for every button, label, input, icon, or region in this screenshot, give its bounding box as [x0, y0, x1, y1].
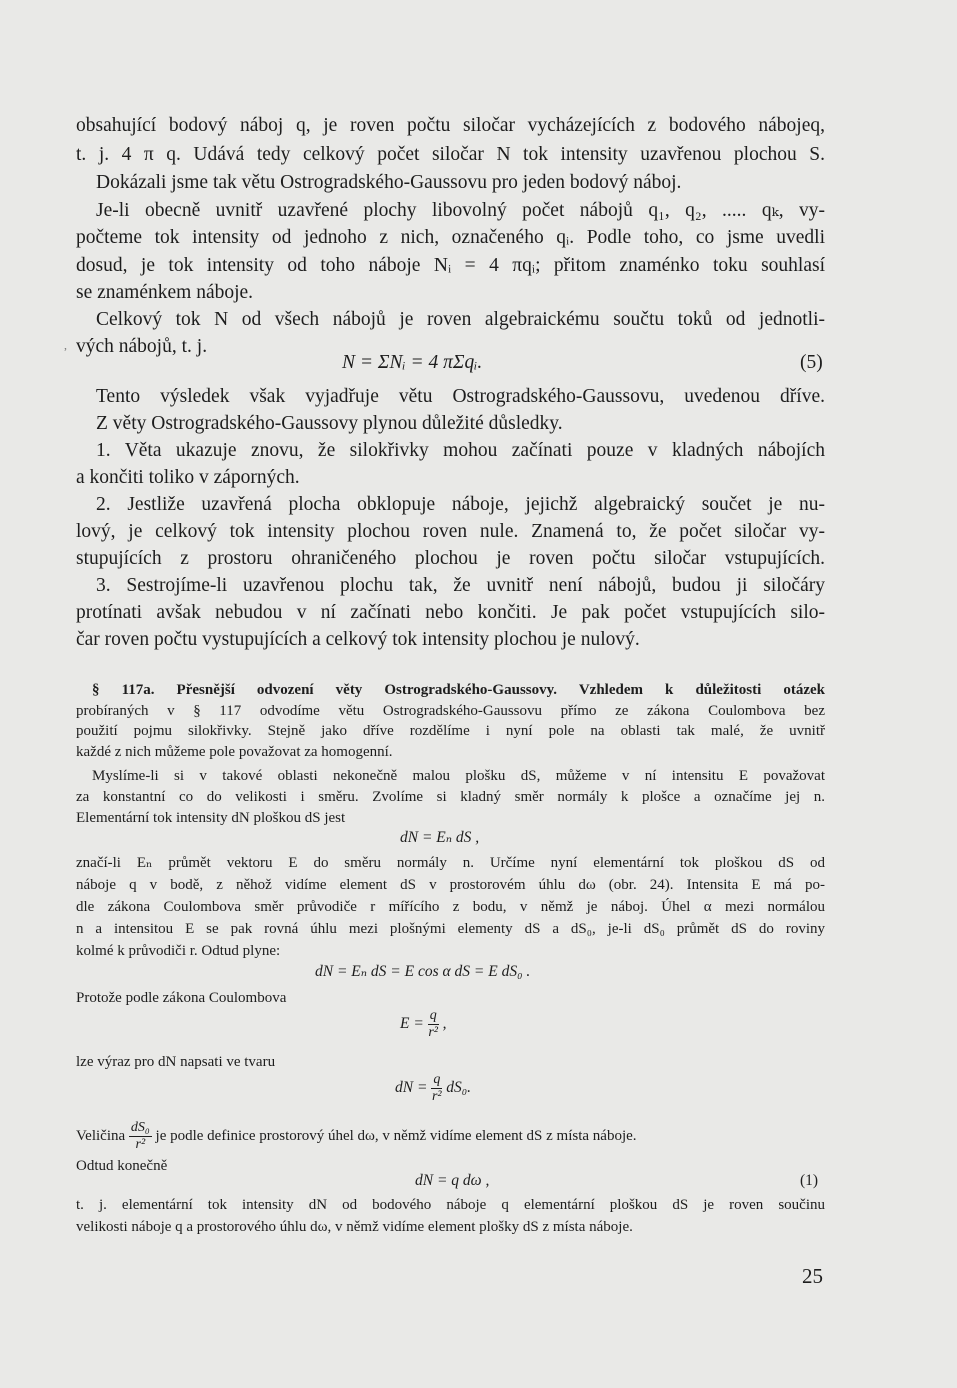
text-line: [76, 1120, 637, 1153]
text-line: Celkový tok N od všech nábojů je roven algebraickému součtu toků od jednotli-: [96, 309, 825, 330]
equation-coulomb: [400, 1008, 446, 1041]
text-line: t. j. elementární tok intensity dN od bodového náboje q elementární ploškou dS je roven součinu: [76, 1197, 825, 1213]
fraction-denominator: r²: [135, 1137, 146, 1152]
text-line: probíraných v § 117 odvodíme větu Ostrogradského-Gaussovu přímo ze zákona Coulombova bez: [76, 703, 825, 719]
text-line: lový, je celkový tok intensity plochou roven nule. Znamená to, že počet siločar vy-: [76, 521, 825, 542]
equation-dn-q: [395, 1072, 471, 1105]
equation-dn-en: dN = Eₙ dS ,: [400, 829, 480, 846]
section-heading: § 117a. Přesnější odvození věty Ostrogradského-Gaussovy. Vzhledem k důležitosti otázek: [92, 682, 825, 698]
text-line: počteme tok intensity od jednoho z nich, označeného qᵢ. Podle toho, co jsme uvedli: [76, 227, 825, 248]
text-line: dle zákona Coulombova směr průvodiče r mířícího z bodu, v němž je náboj. Úhel α mezi normálou: [76, 899, 825, 915]
text-line: a končiti toliko v záporných.: [76, 467, 300, 488]
text-line: každé z nich můžeme pole považovat za homogenní.: [76, 744, 393, 760]
text-line: lze výraz pro dN napsati ve tvaru: [76, 1054, 276, 1070]
text-line: t. j. 4 π q. Udává tedy celkový počet siločar N tok intensity uzavřenou plochou S.: [76, 144, 825, 165]
fraction-denominator: r²: [431, 1089, 442, 1104]
text-line: Dokázali jsme tak větu Ostrogradského-Gaussovu pro jeden bodový náboj.: [96, 172, 682, 193]
equation-tail: dS₀.: [446, 1079, 471, 1097]
text-line: Protože podle zákona Coulombova: [76, 990, 287, 1006]
text-line: náboje q v bodě, z něhož vidíme element dS v prostorovém úhlu dω (obr. 24). Intensita E má po-: [76, 877, 825, 893]
text-line: čar roven počtu vystupujících a celkový tok intensity plochou je nulový.: [76, 629, 640, 650]
text-line: n a intensitou E se pak rovná úhlu mezi plošnými elementy dS a dS₀, je-li dS₀ průmět dS do roviny: [76, 921, 825, 937]
text-line: značí-li Eₙ průmět vektoru E do směru normály n. Určíme nyní elementární tok ploškou dS od: [76, 855, 825, 871]
text-line: Elementární tok intensity dN ploškou dS jest: [76, 810, 346, 826]
text-line: kolmé k průvodiči r. Odtud plyne:: [76, 943, 281, 959]
equation-lhs: dN =: [395, 1079, 428, 1097]
text-line: stupujících z prostoru ohraničeného plochou je roven počtu siločar vstupujících.: [76, 548, 825, 569]
veliciny-text: je podle definice prostorový úhel dω, v němž vidíme element dS z místa náboje.: [155, 1127, 637, 1144]
page-number: 25: [802, 1264, 823, 1288]
text-line: Odtud konečně: [76, 1158, 168, 1174]
equation-dn-final: dN = q dω ,: [415, 1172, 490, 1189]
text-line: 1. Věta ukazuje znovu, že silokřivky mohou začínati pouze v kladných nábojích: [96, 440, 825, 461]
text-line: Tento výsledek však vyjadřuje větu Ostrogradského-Gaussovu, uvedenou dříve.: [96, 386, 825, 407]
text-line: obsahující bodový náboj q, je roven počtu siločar vycházejících z bodového nábojeq,: [76, 115, 825, 136]
fraction: [431, 1072, 442, 1105]
text-line: Je-li obecně uvnitř uzavřené plochy libovolný počet nábojů q₁, q₂, ..... qₖ, vy-: [96, 200, 825, 221]
equation-number: (5): [800, 352, 823, 373]
text-line: za konstantní co do velikosti i směru. Zvolíme si kladný směr normály k plošce a označíme jej n.: [76, 789, 825, 805]
text-line: dosud, je tok intensity od toho náboje Nᵢ = 4 πqᵢ; přitom znaménko toku souhlasí: [76, 255, 825, 276]
fraction-denominator: r²: [428, 1025, 439, 1040]
text-line: se znaménkem náboje.: [76, 282, 254, 303]
margin-mark: ,: [64, 338, 67, 352]
text-line: Myslíme-li si v takové oblasti nekonečně malou plošku dS, můžeme v ní intensitu E považovat: [92, 768, 825, 784]
fraction-numerator: q: [429, 1008, 437, 1023]
fraction: [129, 1120, 152, 1153]
text-line: velikosti náboje q a prostorového úhlu dω, v němž vidíme element plošky dS z místa náboje.: [76, 1219, 633, 1235]
fraction: [428, 1008, 439, 1041]
text-line: Z věty Ostrogradského-Gaussovy plynou důležité důsledky.: [96, 413, 563, 434]
equation-lhs: E =: [400, 1015, 424, 1033]
text-line: 3. Sestrojíme-li uzavřenou plochu tak, že uvnitř není nábojů, budou ji siločáry: [96, 575, 825, 596]
text-line: použití pojmu silokřivky. Stejně jako dříve rozdělíme i nyní pole na oblasti tak malé, že uvnitř: [76, 723, 825, 739]
equation-tail: ,: [442, 1015, 447, 1033]
veliciny-label: Veličina: [76, 1127, 126, 1144]
equation-number: (1): [800, 1172, 819, 1189]
fraction-numerator: q: [433, 1072, 441, 1087]
fraction-numerator: dS₀: [130, 1120, 150, 1135]
equation-dn-cos: dN = Eₙ dS = E cos α dS = E dS₀ .: [315, 963, 531, 980]
text-line: vých nábojů, t. j.: [76, 336, 208, 357]
text-line: 2. Jestliže uzavřená plocha obklopuje náboje, jejichž algebraický součet je nu-: [96, 494, 825, 515]
equation-5: N = ΣNᵢ = 4 πΣqᵢ.: [342, 352, 483, 373]
text-line: protínati avšak nebudou v ní začínati nebo končiti. Je pak počet vstupujících silo-: [76, 602, 825, 623]
